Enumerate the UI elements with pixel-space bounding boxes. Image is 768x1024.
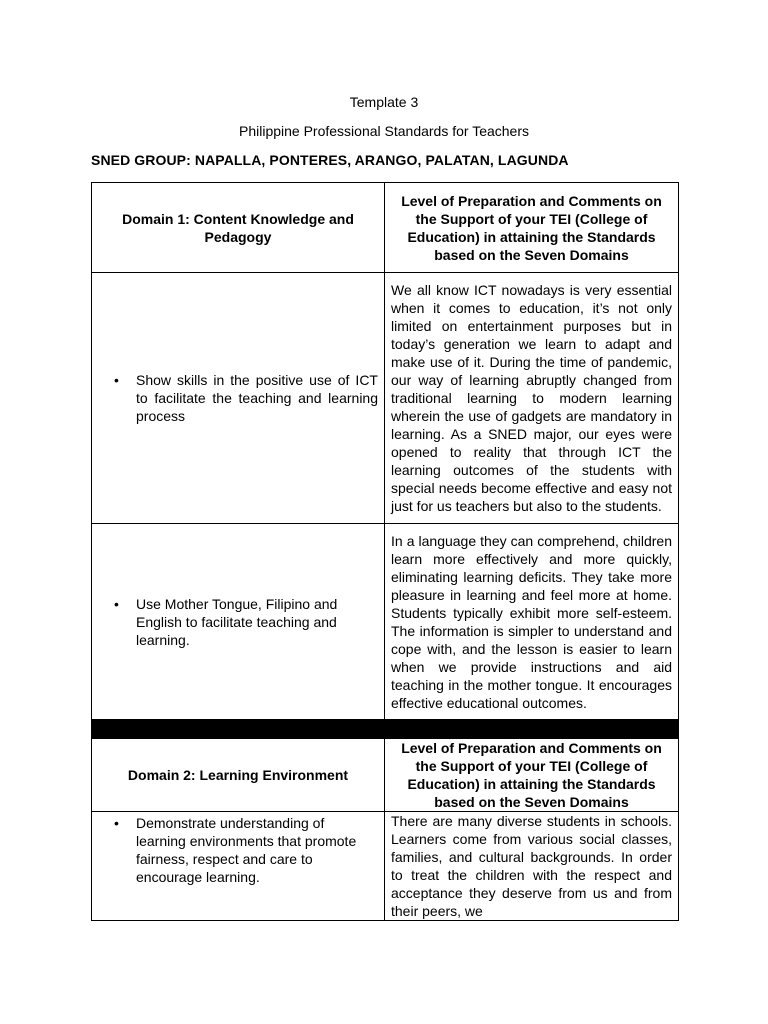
standard-cell — [92, 812, 385, 921]
separator-cell — [92, 720, 385, 739]
standard-cell — [92, 524, 385, 720]
comment-cell — [385, 812, 679, 921]
standard-text: Show skills in the positive use of ICT to facilitate the teaching and learning process — [136, 372, 378, 424]
standard-text: Use Mother Tongue, Filipino and English to facilitate teaching and learning. — [136, 595, 338, 648]
domain1-comment-header: Level of Preparation and Comments on the Support of your TEI (College of Education) in attaining the Standards based on the Seven Domains — [385, 183, 679, 273]
domain2-comment-header: Level of Preparation and Comments on the Support of your TEI (College of Education) in attaining the Standards based on the Seven Domains — [385, 739, 679, 812]
standard-text: Demonstrate understanding of learning environments that promote fairness, respect and care to encourage learning. — [136, 815, 357, 885]
table-row — [92, 812, 679, 921]
group-members-line: SNED GROUP: NAPALLA, PONTERES, ARANGO, PALATAN, LAGUNDA — [91, 152, 569, 168]
table-row — [92, 273, 679, 524]
standards-table — [91, 182, 679, 921]
domain1-header-row — [92, 183, 679, 273]
bullet-icon: • — [114, 372, 119, 388]
comment-cell: In a language they can comprehend, children learn more effectively and more quickly, eliminating learning deficits. They take more pleasure in learning and feel more at home. Students typically exhibit more self-esteem. The information is simpler to understand and cope with, and the lesson is easier to learn when we provide instructions and aid teaching in the mother tongue. It encourages effective educational outcomes. — [385, 524, 679, 720]
domain2-title: Domain 2: Learning Environment — [92, 739, 385, 812]
template-label: Template 3 — [349, 94, 419, 110]
comment-cell: We all know ICT nowadays is very essential when it comes to education, it’s not only limited on entertainment purposes but in today’s generation we learn to adapt and make use of it. During the time of pandemic, our way of learning abruptly changed from traditional learning to modern learning wherein the use of gadgets are mandatory in learning. As a SNED major, our eyes were opened to reality that through ICT the learning outcomes of the students with special needs become effective and easy not just for us teachers but also to the students. — [385, 273, 679, 524]
domain-separator — [92, 720, 679, 739]
standard-cell — [92, 273, 385, 524]
comment-text: There are many diverse students in schools. Learners come from various social classes, families, and cultural backgrounds. In order to treat the children with the respect and acceptance they deserve from us and from their peers, we — [391, 813, 672, 919]
separator-cell — [385, 720, 679, 739]
domain2-header-row — [92, 739, 679, 812]
domain1-title: Domain 1: Content Knowledge and Pedagogy — [92, 183, 385, 273]
document-subtitle: Philippine Professional Standards for Teachers — [238, 123, 530, 139]
bullet-icon: • — [114, 595, 119, 612]
bullet-icon: • — [114, 815, 119, 831]
table-row — [92, 524, 679, 720]
